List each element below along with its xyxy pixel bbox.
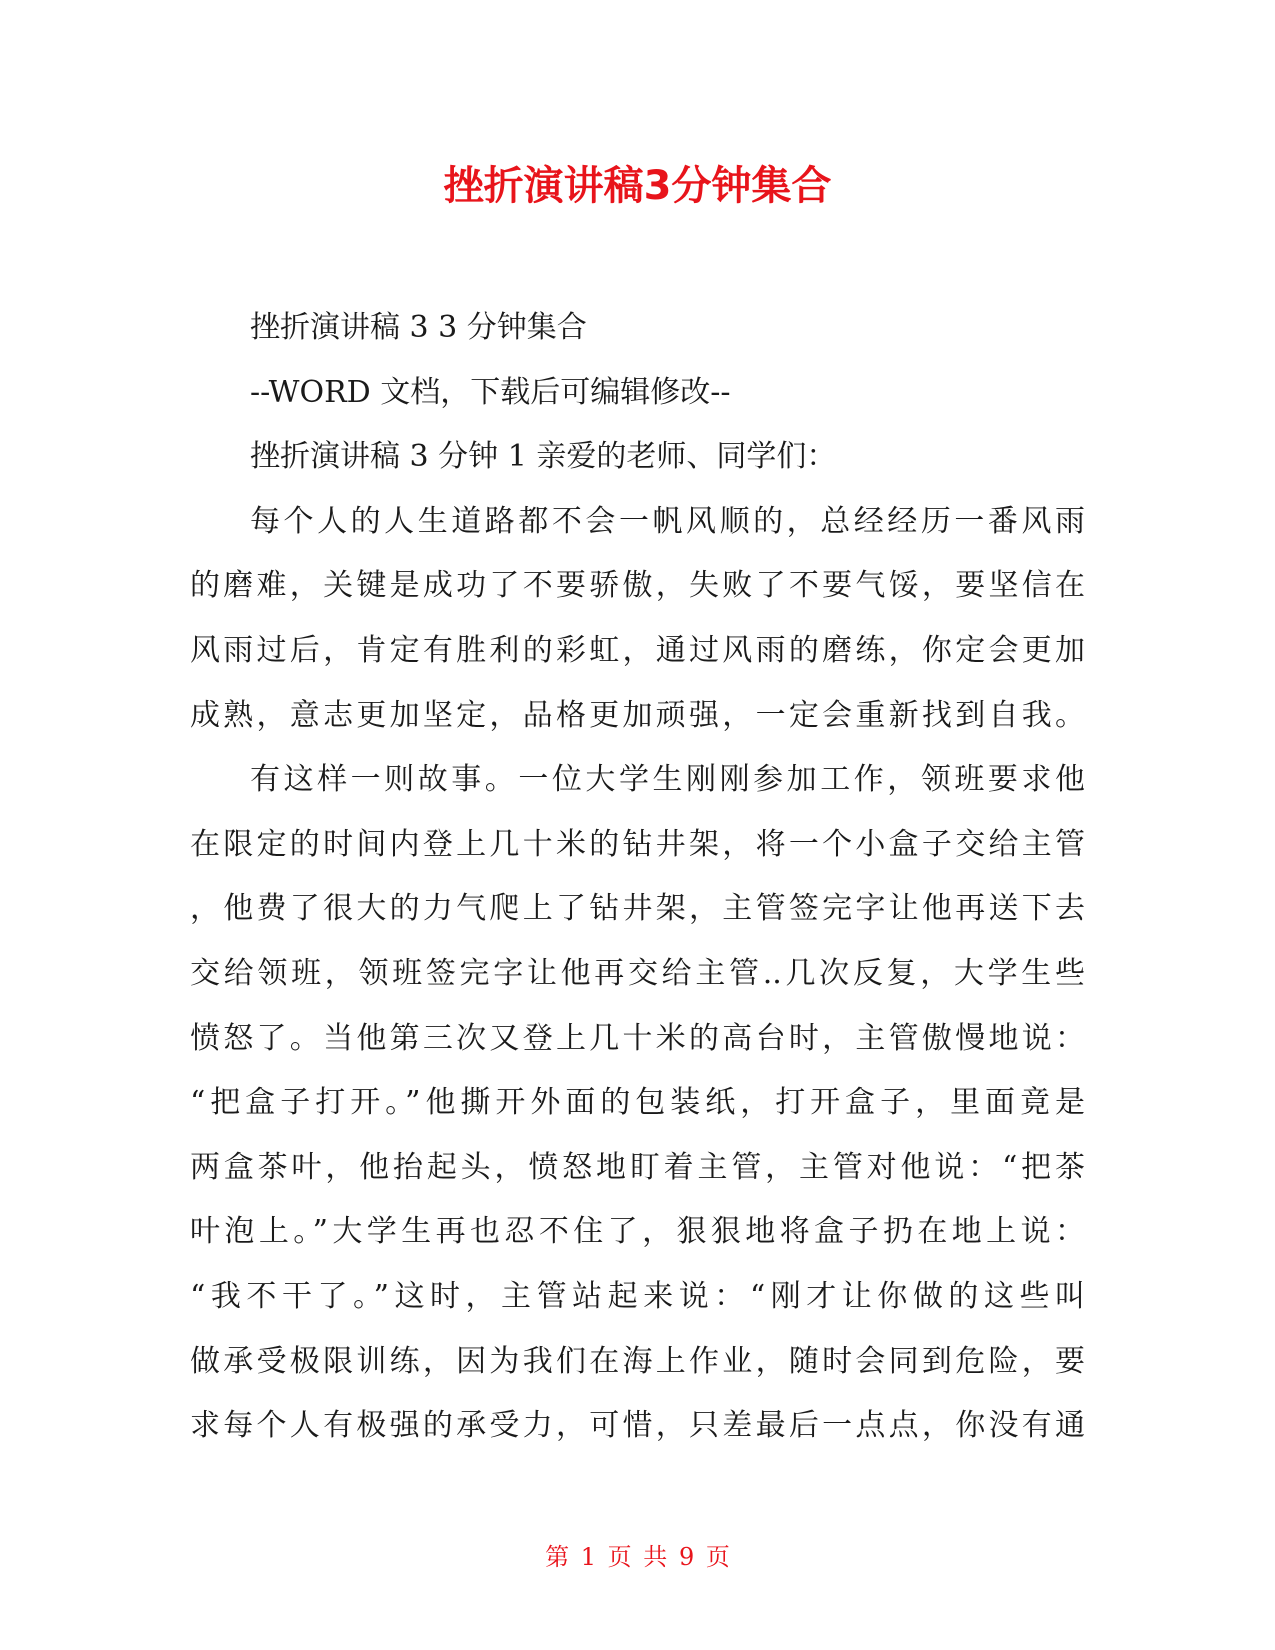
paragraph-line: 愤怒了。当他第三次又登上几十米的高台时，主管傲慢地说： — [190, 1020, 1085, 1056]
paragraph-line: 风雨过后，肯定有胜利的彩虹，通过风雨的磨练，你定会更加 — [190, 632, 1085, 668]
paragraph-line: ，他费了很大的力气爬上了钻井架，主管签完字让他再送下去 — [190, 891, 1085, 927]
paragraph-line: 成熟，意志更加坚定，品格更加顽强，一定会重新找到自我。 — [190, 697, 1085, 733]
paragraph-2 — [190, 748, 1085, 1459]
speech-heading-line: 挫折演讲稿 3 分钟 1 亲爱的老师、同学们： — [250, 439, 837, 475]
page-number-footer: 第 1 页 共 9 页 — [545, 1543, 730, 1571]
paragraph-line: 两盒茶叶，他抬起头，愤怒地盯着主管，主管对他说：“把茶 — [190, 1149, 1085, 1185]
paragraph-line: 叶泡上。”大学生再也忍不住了，狠狠地将盒子扔在地上说： — [190, 1214, 1085, 1250]
paragraph-line: 求每个人有极强的承受力，可惜，只差最后一点点，你没有通 — [190, 1408, 1085, 1444]
paragraph-line: 每个人的人生道路都不会一帆风顺的，总经经历一番风雨 — [250, 503, 1085, 539]
paragraph-line: 有这样一则故事。一位大学生刚刚参加工作，领班要求他 — [250, 762, 1085, 798]
word-note-line: --WORD 文档，下载后可编辑修改-- — [250, 374, 731, 410]
paragraph-line: 做承受极限训练，因为我们在海上作业，随时会同到危险，要 — [190, 1343, 1085, 1379]
paragraph-line: 的磨难，关键是成功了不要骄傲，失败了不要气馁，要坚信在 — [190, 568, 1085, 604]
document-title: 挫折演讲稿3分钟集合 — [443, 163, 832, 209]
paragraph-1 — [190, 490, 1085, 748]
paragraph-line: 交给领班，领班签完字让他再交给主管..几次反复，大学生些 — [190, 955, 1085, 991]
subtitle-line: 挫折演讲稿 3 3 分钟集合 — [250, 310, 587, 345]
document-body — [190, 296, 1085, 1459]
paragraph-line: “把盒子打开。”他撕开外面的包装纸，打开盒子，里面竟是 — [190, 1085, 1085, 1121]
paragraph-line: “我不干了。”这时，主管站起来说：“刚才让你做的这些叫 — [190, 1278, 1085, 1314]
paragraph-line: 在限定的时间内登上几十米的钻井架，将一个小盒子交给主管 — [190, 826, 1085, 862]
